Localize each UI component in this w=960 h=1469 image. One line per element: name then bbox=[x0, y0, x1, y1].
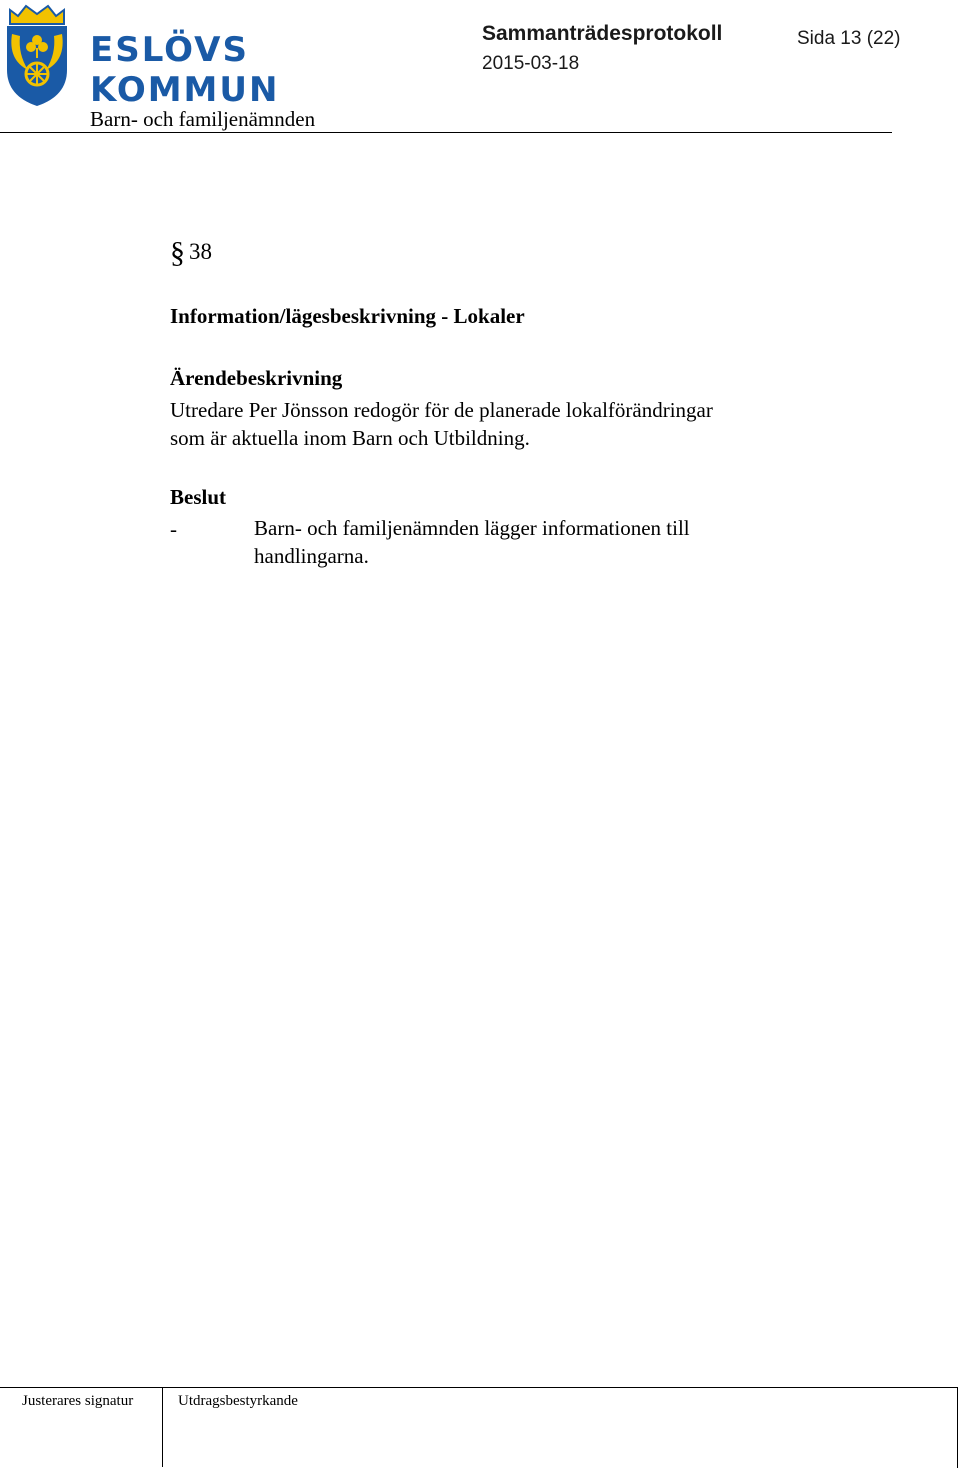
decision-line-1: Barn- och familjenämnden lägger informationen till bbox=[254, 516, 690, 540]
decision-bullet: - bbox=[170, 517, 177, 541]
meeting-date: 2015-03-18 bbox=[482, 53, 580, 74]
description-text bbox=[170, 396, 810, 452]
paragraph-symbol: § bbox=[170, 236, 185, 269]
decision-text bbox=[254, 514, 774, 570]
municipal-crest-logo bbox=[4, 4, 70, 108]
page-number: Sida 13 (22) bbox=[797, 28, 901, 49]
footer-column-divider bbox=[162, 1387, 163, 1467]
decision-heading: Beslut bbox=[170, 485, 227, 509]
document-type: Sammanträdesprotokoll bbox=[482, 22, 723, 45]
wordmark-line-1: ESLÖVS bbox=[90, 30, 249, 70]
decision-line-2: handlingarna. bbox=[254, 544, 369, 568]
description-heading: Ärendebeskrivning bbox=[170, 366, 343, 390]
committee-name: Barn- och familjenämnden bbox=[90, 107, 316, 131]
description-line-2: som är aktuella inom Barn och Utbildning. bbox=[170, 426, 530, 450]
header-divider bbox=[0, 132, 892, 133]
extract-label: Utdragsbestyrkande bbox=[178, 1393, 298, 1409]
municipality-wordmark bbox=[90, 30, 279, 110]
wordmark-line-2: KOMMUN bbox=[90, 70, 280, 110]
description-line-1: Utredare Per Jönsson redogör för de planerade lokalförändringar bbox=[170, 398, 713, 422]
item-title: Information/lägesbeskrivning - Lokaler bbox=[170, 304, 525, 328]
signature-label: Justerares signatur bbox=[22, 1393, 134, 1409]
footer-signature-box bbox=[0, 1387, 958, 1468]
paragraph-number bbox=[170, 236, 212, 270]
paragraph-value: 38 bbox=[189, 239, 212, 264]
